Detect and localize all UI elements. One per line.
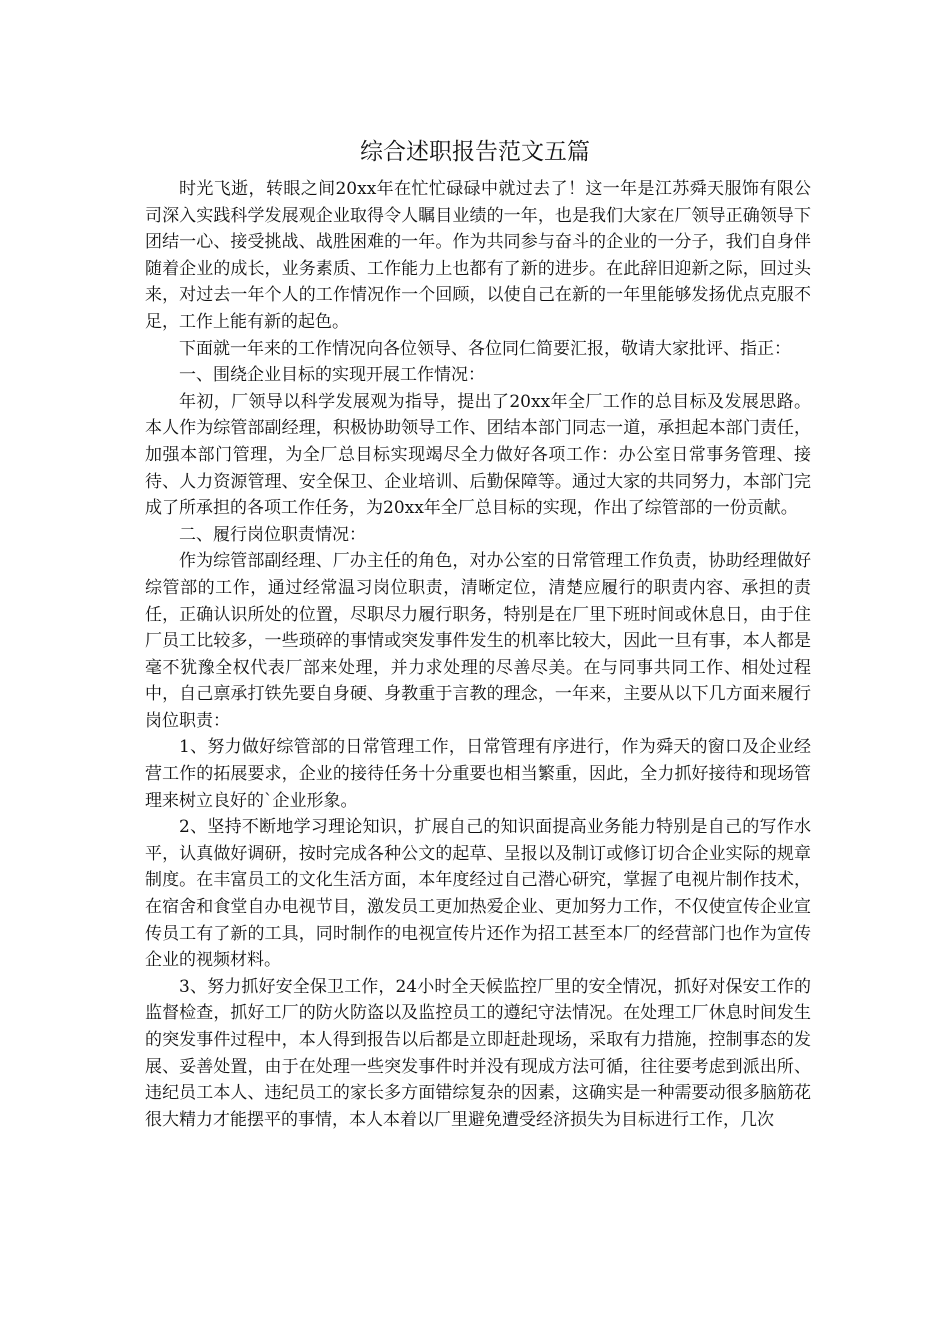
document-body (145, 176, 811, 1133)
paragraph-section-2: 作为综管部副经理、厂办主任的角色，对办公室的日常管理工作负责，协助经理做好综管部的工作，通过经常温习岗位职责，清晰定位，清楚应履行的职责内容、承担的责任，正确认识所处的位置，尽职尽力履行职务，特别是在厂里下班时间或休息日，由于住厂员工比较多，一些琐碎的事情或突发事件发生的机率比较大，因此一旦有事，本人都是毫不犹豫全权代表厂部来处理，并力求处理的尽善尽美。在与同事共同工作、相处过程中，自己禀承打铁先要自身硬、身教重于言教的理念，一年来，主要从以下几方面来履行岗位职责： (145, 551, 811, 731)
paragraph-report-intro: 下面就一年来的工作情况向各位领导、各位同仁简要汇报，敬请大家批评、指正： (179, 338, 791, 359)
document-title: 综合述职报告范文五篇 (360, 139, 590, 165)
section-heading-1: 一、围绕企业目标的实现开展工作情况： (179, 365, 485, 386)
section-heading-2: 二、履行岗位职责情况： (179, 524, 366, 545)
list-item-3: 3、努力抓好安全保卫工作，24小时全天候监控厂里的安全情况，抓好对保安工作的监督检查，抓好工厂的防火防盗以及监控员工的遵纪守法情况。在处理工厂休息时间发生的突发事件过程中，本人得到报告以后都是立即赶赴现场，采取有力措施，控制事态的发展、妥善处置，由于在处理一些突发事件时并没有现成方法可循，往往要考虑到派出所、违纪员工本人、违纪员工的家长多方面错综复杂的因素，这确实是一种需要动很多脑筋花很大精力才能摆平的事情，本人本着以厂里避免遭受经济损失为目标进行工作，几次 (145, 976, 811, 1130)
list-item-2: 2、坚持不断地学习理论知识，扩展自己的知识面提高业务能力特别是自己的写作水平，认真做好调研，按时完成各种公文的起草、呈报以及制订或修订切合企业实际的规章制度。在丰富员工的文化生活方面，本年度经过自己潜心研究，掌握了电视片制作技术，在宿舍和食堂自办电视节目，激发员工更加热爱企业、更加努力工作，不仅使宣传企业宣传员工有了新的工具，同时制作的电视宣传片还作为招工甚至本厂的经营部门也作为宣传企业的视频材料。 (145, 817, 811, 971)
paragraph-intro: 时光飞逝，转眼之间20xx年在忙忙碌碌中就过去了！这一年是江苏舜天服饰有限公司深入实践科学发展观企业取得令人瞩目业绩的一年，也是我们大家在厂领导正确领导下团结一心、接受挑战、战胜困难的一年。作为共同参与奋斗的企业的一分子，我们自身伴随着企业的成长，业务素质、工作能力上也都有了新的进步。在此辞旧迎新之际，回过头来，对过去一年个人的工作情况作一个回顾，以使自己在新的一年里能够发扬优点克服不足，工作上能有新的起色。 (145, 179, 811, 332)
paragraph-section-1: 年初，厂领导以科学发展观为指导，提出了20xx年全厂工作的总目标及发展思路。本人作为综管部副经理，积极协助领导工作、团结本部门同志一道，承担起本部门责任，加强本部门管理，为全厂总目标实现竭尽全力做好各项工作：办公室日常事务管理、接待、人力资源管理、安全保卫、企业培训、后勤保障等。通过大家的共同努力，本部门完成了所承担的各项工作任务，为20xx年全厂总目标的实现，作出了综管部的一份贡献。 (145, 391, 811, 519)
list-item-1: 1、努力做好综管部的日常管理工作，日常管理有序进行，作为舜天的窗口及企业经营工作的拓展要求，企业的接待任务十分重要也相当繁重，因此，全力抓好接待和现场管理来树立良好的`企业形象。 (145, 737, 811, 811)
